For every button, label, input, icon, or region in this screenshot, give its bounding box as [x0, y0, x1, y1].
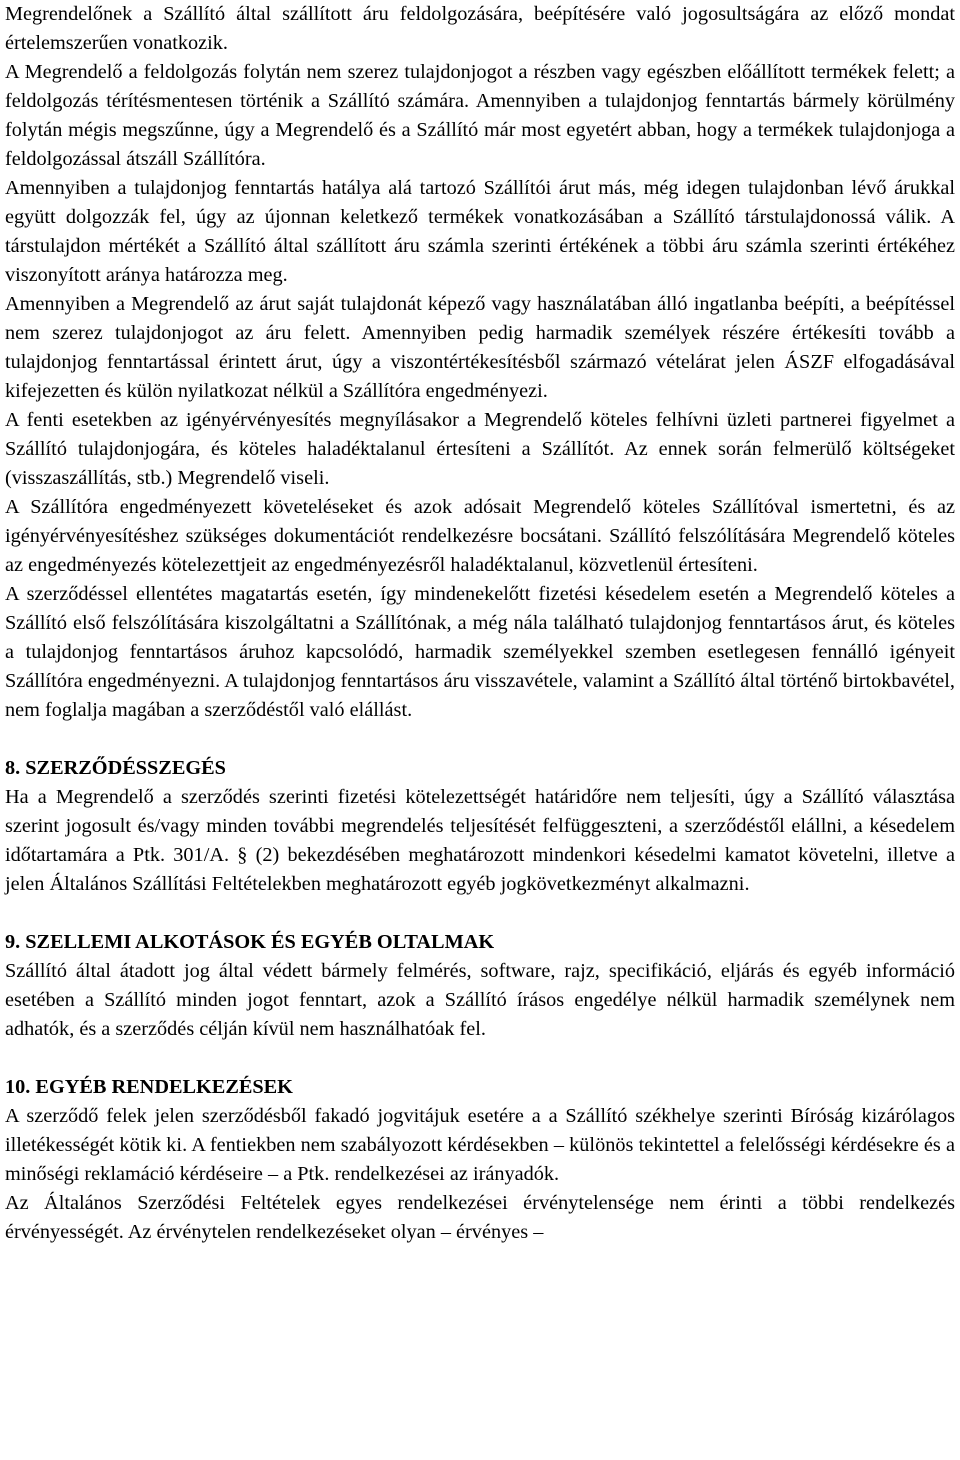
- document-page: [5, 0, 955, 1247]
- paragraph-co-ownership: Amennyiben a tulajdonjog fenntartás hatálya alá tartozó Szállítói árut más, még idegen tulajdonban lévő árukkal együtt dolgozzák fel, úgy az újonnan keletkező termékek vonatkozásában a Szállító társtulajdonossá válik. A társtulajdon mértékét a Szállító által szállított áru számla szerinti értékének a többi áru számla szerinti értékéhez viszonyított aránya határozza meg.: [5, 177, 955, 286]
- section-text-severability: Az Általános Szerződési Feltételek egyes rendelkezései érvénytelensége nem érinti a többi rendelkezés érvényességét. Az érvénytelen rendelkezéseket olyan – érvényes –: [5, 1192, 955, 1243]
- section-gap: [5, 899, 955, 928]
- paragraph-ownership-processing: A Megrendelő a feldolgozás folytán nem szerez tulajdonjogot a részben vagy egészben előállított termékek felett; a feldolgozás térítésmentesen történik a Szállító számára. Amennyiben a tulajdonjog fenntartás bármely körülmény folytán mégis megszűnne, úgy a Megrendelő és a Szállító már most egyetért abban, hogy a termékek tulajdonjoga a feldolgozással átszáll Szállítóra.: [5, 61, 955, 170]
- section-heading-intellectual-property: 9. SZELLEMI ALKOTÁSOK ÉS EGYÉB OLTALMAK: [5, 931, 495, 953]
- section-heading-other-provisions: 10. EGYÉB RENDELKEZÉSEK: [5, 1076, 293, 1098]
- paragraph-processing-rights: Megrendelőnek a Szállító által szállított áru feldolgozására, beépítésére való jogosultságára az előző mondat értelemszerűen vonatkozik.: [5, 3, 955, 54]
- section-text-jurisdiction: A szerződő felek jelen szerződésből fakadó jogvitájuk esetére a a Szállító székhelye szerinti Bíróság kizárólagos illetékességét kötik ki. A fentiekben nem szabályozott kérdésekben – különös tekintettel a felelősségi kérdésekre és a minőségi reklamáció kérdéseire – a Ptk. rendelkezései az irányadók.: [5, 1105, 955, 1185]
- paragraph-partner-notification: A fenti esetekben az igényérvényesítés megnyílásakor a Megrendelő köteles felhívni üzleti partnerei figyelmet a Szállító tulajdonjogára, és köteles haladéktalanul értesíteni a Szállítót. Az ennek során felmerülő költségeket (visszaszállítás, stb.) Megrendelő viseli.: [5, 409, 955, 489]
- section-text-intellectual-property: Szállító által átadott jog által védett bármely felmérés, software, rajz, specifikáció, eljárás és egyéb információ esetében a Szállító minden jogot fenntart, azok a Szállító írásos engedélye nélkül harmadik személynek nem adhatók, és a szerződés célján kívül nem használhatóak fel.: [5, 960, 955, 1040]
- section-text-breach: Ha a Megrendelő a szerződés szerinti fizetési kötelezettségét határidőre nem teljesíti, úgy a Szállító választása szerint jogosult és/vagy minden további megrendelés teljesítését felfüggeszteni, a szerződéstől elállni, a késedelem időtartamára a Ptk. 301/A. § (2) bekezdésében meghatározott mindenkori késedelmi kamatot követelni, illetve a jelen Általános Szállítási Feltételekben meghatározott egyéb jogkövetkezményt alkalmazni.: [5, 786, 955, 895]
- section-gap: [5, 1044, 955, 1073]
- paragraph-breach-return: A szerződéssel ellentétes magatartás esetén, így mindenekelőtt fizetési késedelem esetén a Megrendelő köteles a Szállító első felszólítására kiszolgáltatni a Szállítónak, a még nála található tulajdonjog fenntartásos árut, és köteles a tulajdonjog fenntartásos áruhoz kapcsolódó, harmadik személyekkel szemben esetlegesen fennálló igényeit Szállítóra engedményezni. A tulajdonjog fenntartásos áru visszavétele, valamint a Szállító által történő birtokbavétel, nem foglalja magában a szerződéstől való elállást.: [5, 583, 955, 721]
- paragraph-assigned-claims: A Szállítóra engedményezett követeléseket és azok adósait Megrendelő köteles Szállítóval ismertetni, és az igényérvényesítéshez szükséges dokumentációt rendelkezésre bocsátani. Szállító felszólítására Megrendelő köteles az engedményezés kötelezettjeit az engedményezésről haladéktalanul, közvetlenül értesíteni.: [5, 496, 955, 576]
- section-heading-breach: 8. SZERZŐDÉSSZEGÉS: [5, 757, 226, 779]
- section-gap: [5, 725, 955, 754]
- paragraph-real-estate-resale: Amennyiben a Megrendelő az árut saját tulajdonát képező vagy használatában álló ingatlanba beépíti, a beépítéssel nem szerez tulajdonjogot az áru felett. Amennyiben pedig harmadik személyek részére értékesíti tovább a tulajdonjog fenntartással érintett árut, úgy a viszontértékesítésből származó vételárat jelen ÁSZF elfogadásával kifejezetten és külön nyilatkozat nélkül a Szállítóra engedményezi.: [5, 293, 955, 402]
